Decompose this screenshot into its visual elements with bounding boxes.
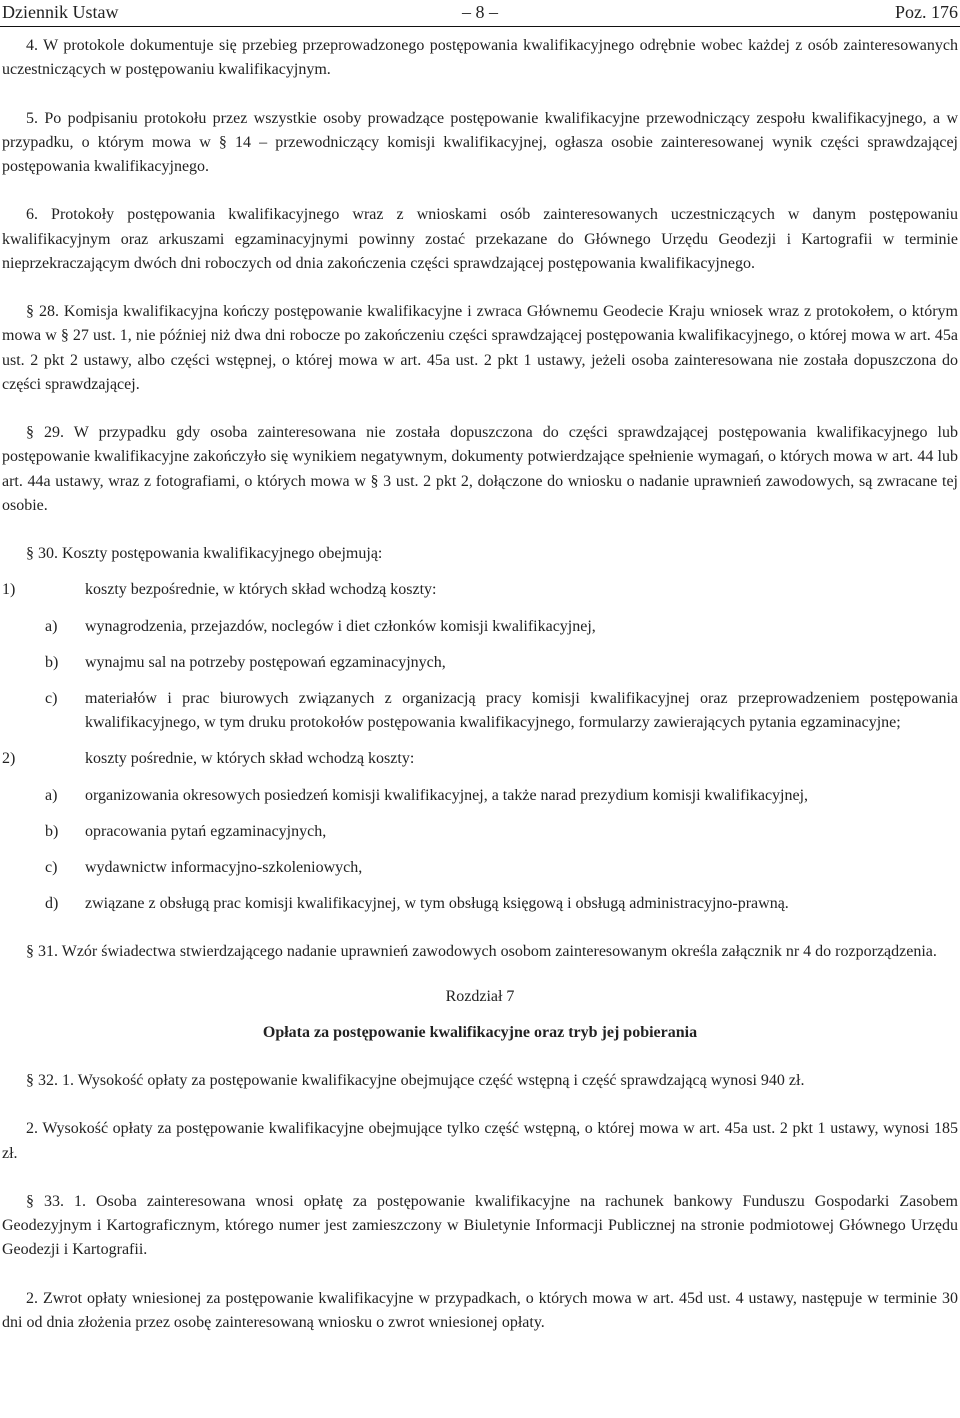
document-body [2,34,958,1335]
list-marker: a) [45,786,58,804]
section-32-2: 2. Wysokość opłaty za postępowanie kwalifikacyjne obejmujące tylko część wstępną, o której mowa w art. 45a ust. 2 pkt 1 ustawy, wynosi 185 zł. [2,1120,958,1162]
costs-indirect-c [2,856,958,880]
costs-indirect-b [2,820,958,844]
position-number: Poz. 176 [895,2,958,22]
chapter-number: Rozdział 7 [445,987,515,1005]
page-number: – 8 – [462,2,498,22]
list-item-text: związane z obsługą prac komisji kwalifikacyjnej, w tym obsługą księgową i obsługą administracyjno-prawną. [85,895,789,913]
list-marker: 1) [2,581,16,599]
paragraph-4: 4. W protokole dokumentuje się przebieg przeprowadzonego postępowania kwalifikacyjnego odrębnie wobec każdej z osób zainteresowanych uczestniczących w postępowaniu kwalifikacyjnym. [2,37,958,79]
section-33-2: 2. Zwrot opłaty wniesionej za postępowanie kwalifikacyjne w przypadkach, o których mowa w art. 45d ust. 4 ustawy, następuje w terminie 30 dni od dnia złożenia przez osobę zainteresowaną wniosku o zwrot wniesionej opłaty. [2,1289,958,1332]
costs-indirect-a [2,784,958,808]
list-marker: 2) [2,750,16,768]
section-29: § 29. W przypadku gdy osoba zainteresowana nie została dopuszczona do części sprawdzającej postępowania kwalifikacyjnego lub postępowanie kwalifikacyjne zakończyło się wynikiem negatywnym, dokumenty potwierdzające spełnienie wymagań, o których mowa w art. 44 lub art. 44a ustawy, wraz z fotografiami, o których mowa w § 3 ust. 2 pkt 2, dołączone do wniosku o nadanie uprawnień zawodowych, są zwracane tej osobie. [2,424,958,514]
list-marker: d) [45,895,59,913]
list-marker: b) [45,822,59,840]
list-item-text: koszty bezpośrednie, w których skład wchodzą koszty: [85,581,437,599]
section-30: § 30. Koszty postępowania kwalifikacyjnego obejmują: [26,545,383,563]
list-marker: c) [45,859,58,877]
costs-indirect-d [2,892,958,916]
paragraph-6: 6. Protokoły postępowania kwalifikacyjnego wraz z wnioskami osób zainteresowanych uczestniczących w danym postępowaniu kwalifikacyjnym oraz arkuszami egzaminacyjnymi powinny zostać przekazane do Głównego Urzędu Geodezji i Kartografii w terminie nieprzekraczającym dwóch dni roboczych od dnia zakończenia części sprawdzającej postępowania kwalifikacyjnego. [2,206,958,272]
costs-indirect [2,747,958,771]
list-item-text: wydawnictw informacyjno-szkoleniowych, [85,859,363,877]
costs-direct [2,578,958,602]
costs-direct-b [2,651,958,675]
list-item-text: koszty pośrednie, w których skład wchodzą koszty: [85,750,415,768]
costs-direct-c [2,687,958,735]
list-marker: b) [45,653,59,671]
list-item-text: materiałów i prac biurowych związanych z organizacją pracy komisji kwalifikacyjnej oraz przeprowadzeniem postępowania kwalifikacyjnego, w tym druku protokołów postępowania kwalifikacyjnego, formularzy zawierających pytania egzaminacyjne; [85,690,958,732]
section-33-1: § 33. 1. Osoba zainteresowana wnosi opłatę za postępowanie kwalifikacyjne na rachunek bankowy Funduszu Gospodarki Zasobem Geodezyjnym i Kartograficznym, którego numer jest zamieszczony w Biuletynie Informacji Publicznej na stronie podmiotowej Głównego Urzędu Geodezji i Kartografii. [2,1193,958,1259]
list-item-text: organizowania okresowych posiedzeń komisji kwalifikacyjnej, a także narad prezydium komisji kwalifikacyjnej, [85,786,809,804]
list-item-text: wynagrodzenia, przejazdów, noclegów i diet członków komisji kwalifikacyjnej, [85,617,596,635]
section-31: § 31. Wzór świadectwa stwierdzającego nadanie uprawnień zawodowych osobom zainteresowanym określa załącznik nr 4 do rozporządzenia. [26,943,937,961]
paragraph-5: 5. Po podpisaniu protokołu przez wszystkie osoby prowadzące postępowanie kwalifikacyjne przewodniczący zespołu kwalifikacyjnego, a w przypadku, o którym mowa w § 14 – przewodniczący komisji kwalifikacyjnej, ogłasza osobie zainteresowanej wynik części sprawdzającej postępowania kwalifikacyjnego. [2,109,958,175]
journal-title: Dziennik Ustaw [2,2,119,22]
section-32-1: § 32. 1. Wysokość opłaty za postępowanie kwalifikacyjne obejmujące część wstępną i część sprawdzającą wynosi 940 zł. [26,1072,805,1090]
chapter-title: Opłata za postępowanie kwalifikacyjne oraz tryb jej pobierania [262,1023,698,1041]
list-marker: a) [45,617,58,635]
section-28: § 28. Komisja kwalifikacyjna kończy postępowanie kwalifikacyjne i zwraca Głównemu Geodecie Kraju wniosek wraz z protokołem, o którym mowa w § 27 ust. 1, nie później niż dwa dni robocze po zakończeniu części sprawdzającej postępowania kwalifikacyjnego, o której mowa w art. 45a ust. 2 pkt 2 ustawy, albo części wstępnej, o której mowa w art. 45a ust. 2 pkt 1 ustawy, jeżeli osoba zainteresowana nie została dopuszczona do części sprawdzającej. [2,303,958,393]
costs-direct-a [2,615,958,639]
list-item-text: wynajmu sal na potrzeby postępowań egzaminacyjnych, [85,653,446,671]
page-header [0,0,960,27]
list-item-text: opracowania pytań egzaminacyjnych, [85,822,327,840]
list-marker: c) [45,690,58,707]
